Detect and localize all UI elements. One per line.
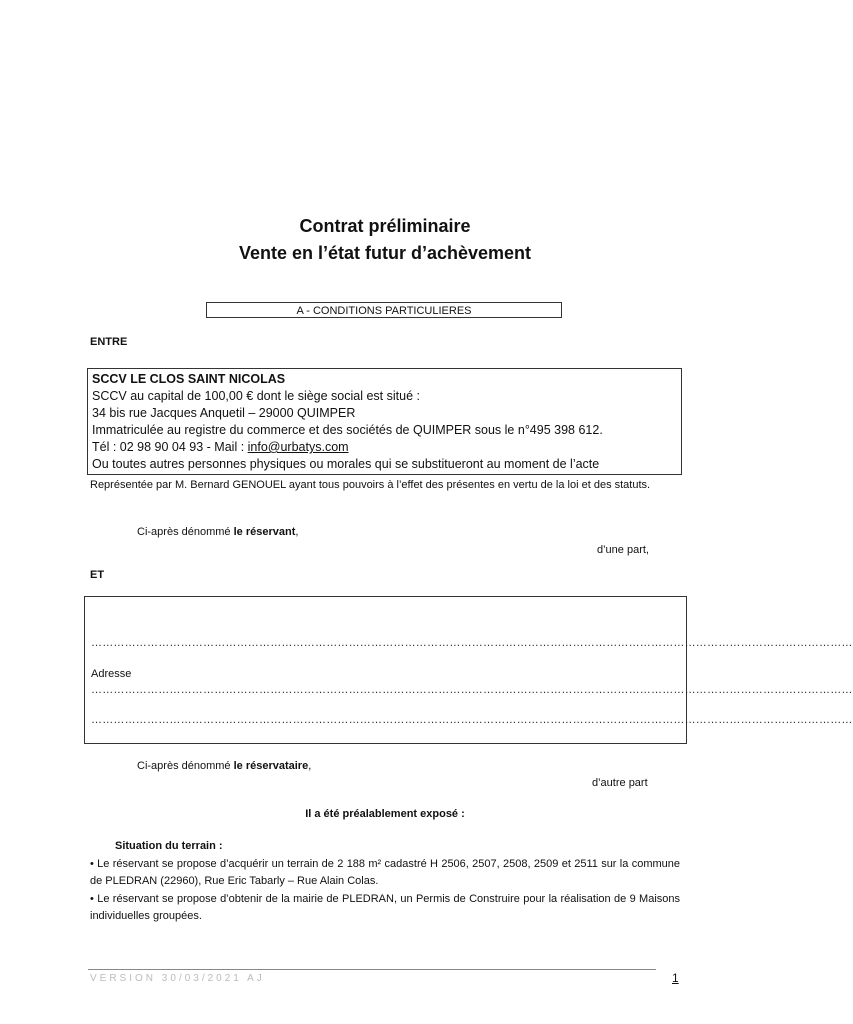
entre-label: ENTRE	[90, 336, 128, 348]
reservataire-name-dots: ……………………………………………………………………………………………………………………………………………………………………………………	[91, 637, 853, 649]
footer-divider	[88, 969, 656, 970]
bullet-permis: • Le réservant se propose d’obtenir de la mairie de PLEDRAN, un Permis de Construire pour la réalisation de 9 Maisons individuelles groupées.	[90, 893, 680, 922]
page-number: 1	[672, 971, 679, 985]
address-dots-line-2: ……………………………………………………………………………………………………………………………………………………………………………………	[91, 714, 853, 726]
reservant-designation-prefix: Ci-après dénommé	[137, 526, 234, 538]
expose-heading: Il a été préalablement exposé :	[305, 808, 465, 820]
et-label: ET	[90, 569, 105, 581]
document-title-line-1: Contrat préliminaire	[299, 216, 471, 236]
reservataire-box	[84, 596, 853, 744]
reservataire-designation-prefix: Ci-après dénommé	[137, 760, 234, 772]
reservant-contact-prefix: Tél : 02 98 90 04 93 - Mail :	[92, 440, 248, 454]
reservant-substitution: Ou toutes autres personnes physiques ou morales qui se substitueront au moment de l’acte	[92, 457, 600, 471]
reservataire-designation-suffix: ,	[308, 760, 312, 772]
reservant-designation-bold: le réservant	[233, 526, 296, 538]
reservant-designation	[137, 526, 298, 538]
reservant-designation-suffix: ,	[295, 526, 299, 538]
represented-by-text: Représentée par M. Bernard GENOUEL ayant tous pouvoirs à l’effet des présentes en vertu de la loi et des statuts.	[90, 479, 651, 491]
bullet-terrain: • Le réservant se propose d’acquérir un terrain de 2 188 m² cadastré H 2506, 2507, 2508, 2509 et 2511 sur la commune de PLEDRAN (22960), Rue Eric Tabarly – Rue Alain Colas.	[90, 858, 680, 887]
reservant-registry: Immatriculée au registre du commerce et des sociétés de QUIMPER sous le n°495 398 612.	[92, 423, 603, 437]
reservant-box	[87, 368, 682, 475]
situation-heading: Situation du terrain :	[115, 840, 223, 852]
une-part-text: d’une part,	[597, 544, 649, 556]
reservant-name: SCCV LE CLOS SAINT NICOLAS	[92, 372, 286, 386]
reservant-email-link[interactable]: info@urbatys.com	[247, 440, 349, 454]
address-dots-line-1: ……………………………………………………………………………………………………………………………………………………………………………………	[91, 684, 853, 696]
reservataire-designation-bold: le réservataire	[233, 760, 309, 772]
autre-part-text: d’autre part	[592, 777, 648, 789]
document-title-line-2: Vente en l’état futur d’achèvement	[238, 243, 532, 263]
address-label: Adresse	[91, 668, 132, 680]
footer-version: VERSION 30/03/2021 AJ	[90, 973, 265, 984]
reservant-capital: SCCV au capital de 100,00 € dont le siège social est situé :	[92, 389, 420, 403]
reservataire-designation	[137, 760, 311, 772]
conditions-header-box: A - CONDITIONS PARTICULIERES	[206, 302, 562, 318]
reservant-contact	[92, 439, 677, 456]
reservant-address: 34 bis rue Jacques Anquetil – 29000 QUIMPER	[92, 406, 356, 420]
